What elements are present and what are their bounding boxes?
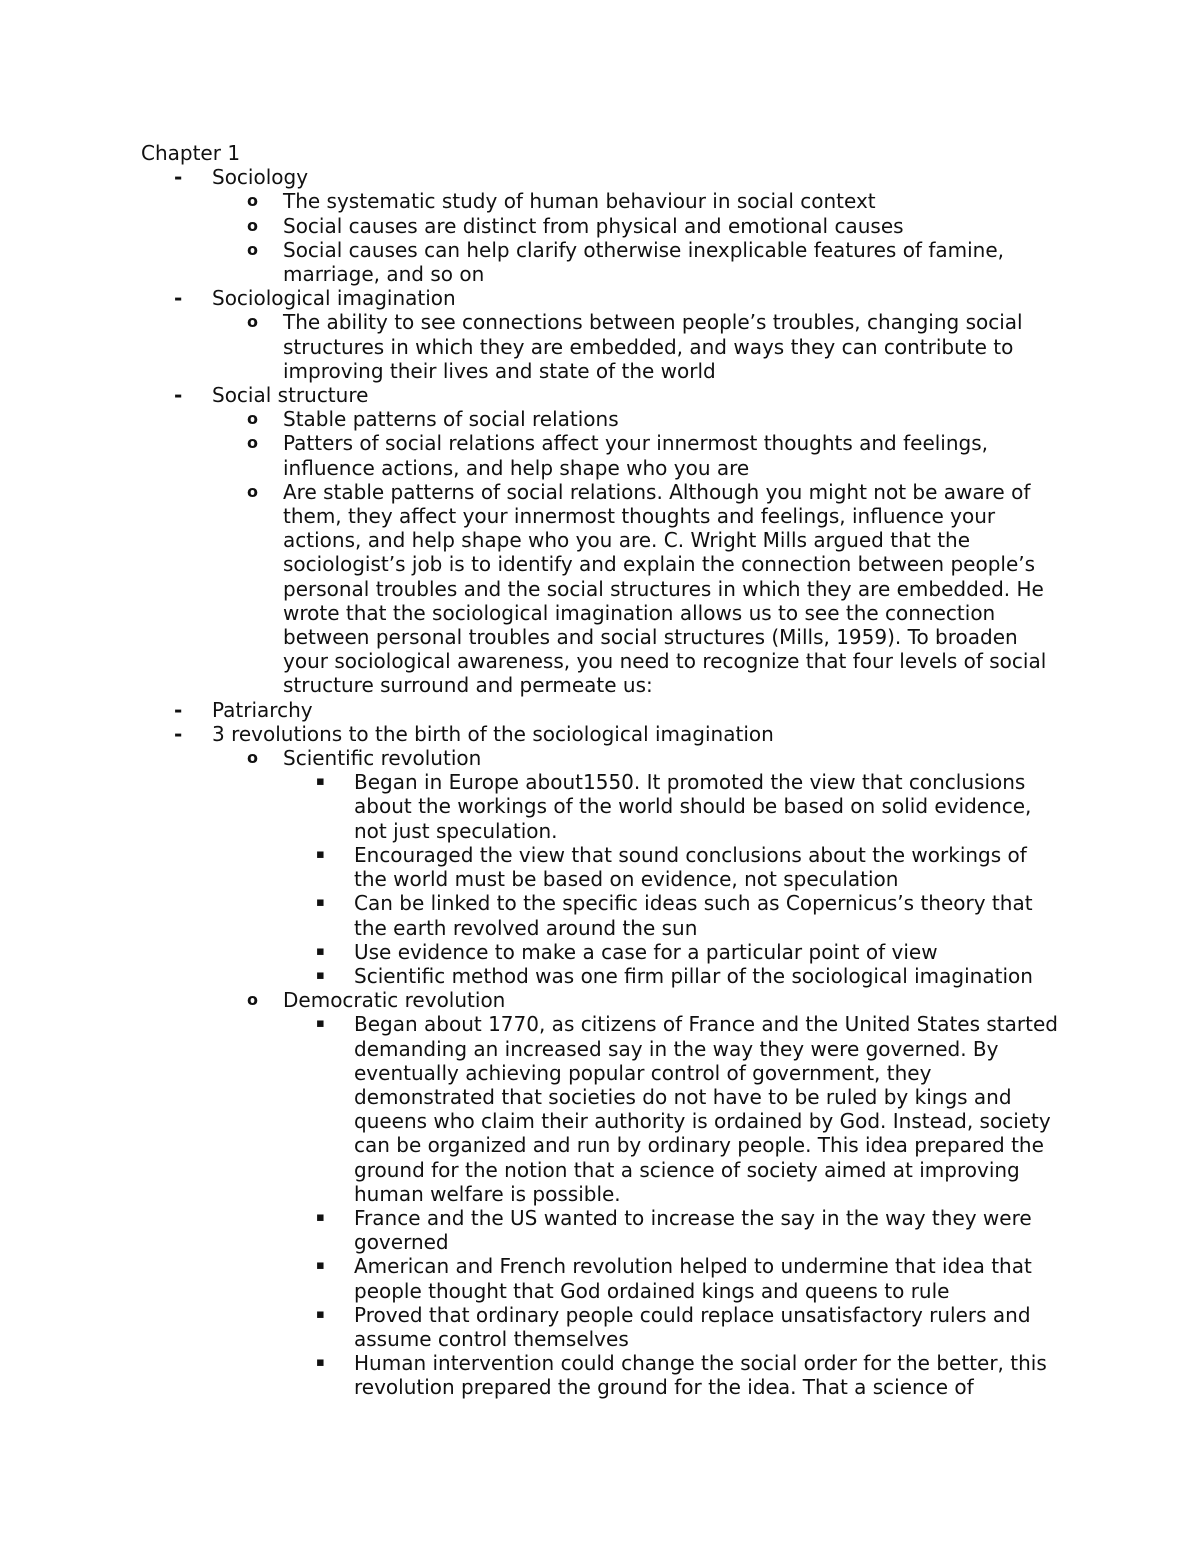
bullet-marker: ▪ [316, 1016, 325, 1032]
outline-item-level-2 [212, 746, 1062, 988]
bullet-marker: ▪ [316, 1355, 325, 1371]
outline-item-level-2 [212, 189, 1062, 213]
outline-item-text: Can be linked to the specific ideas such as Copernicus’s theory that the earth revolved around the sun [354, 891, 1033, 940]
bullet-marker: o [247, 312, 258, 332]
outline-item-text: 3 revolutions to the birth of the sociological imagination [212, 721, 774, 746]
outline-item-level-3 [283, 843, 1062, 891]
sub-list [141, 746, 1062, 1399]
outline-item-text: Social causes can help clarify otherwise inexplicable features of famine, marriage, and so on [283, 237, 1004, 287]
bullet-marker: ▪ [316, 967, 325, 983]
bullet-marker: o [247, 239, 258, 259]
bullet-marker: o [247, 748, 258, 768]
outline-item-text: The systematic study of human behaviour in social context [283, 189, 876, 214]
outline-item-text: Sociology [212, 165, 309, 190]
outline-item-level-1 [141, 722, 1062, 1400]
bullet-marker: o [247, 990, 258, 1010]
outline-item-level-2 [212, 214, 1062, 238]
outline-item-text: Are stable patterns of social relations. Although you might not be aware of them, they affect your innermost thoughts and feelings, influence your actions, and help shape who you are. C. Wright Mills argued that the sociologist’s job is to identify and explain the connection between people’s personal troubles and the social structures in which they are embedded. He wrote that the sociological imagination allows us to see the connection between personal troubles and social structures (Mills, 1959). To broaden your sociological awareness, you need to recognize that four levels of social structure surround and permeate us: [283, 479, 1047, 698]
outline-item-text: Social causes are distinct from physical and emotional causes [283, 213, 904, 238]
outline-item-level-1 [141, 383, 1062, 698]
outline-item-text: Encouraged the view that sound conclusions about the workings of the world must be based on evidence, not speculation [354, 842, 1027, 892]
outline-item-text: Sociological imagination [212, 286, 456, 311]
outline-item-text: Patters of social relations affect your innermost thoughts and feelings, influence actions, and help shape who you are [283, 431, 989, 480]
outline-item-level-3 [283, 940, 1062, 964]
outline-item-text: American and French revolution helped to undermine that idea that people thought that God ordained kings and queens to rule [354, 1254, 1032, 1303]
outline-item-text: Patriarchy [212, 697, 313, 722]
outline-item-text: Proved that ordinary people could replace unsatisfactory rulers and assume control themselves [354, 1302, 1031, 1351]
outline-item-level-2 [212, 238, 1062, 286]
sub-list [141, 189, 1062, 286]
outline-item-text: Human intervention could change the social order for the better, this revolution prepared the ground for the idea. That a science of [354, 1351, 1047, 1400]
outline-item-level-3 [283, 770, 1062, 843]
outline-item-text: France and the US wanted to increase the say in the way they were governed [354, 1205, 1032, 1255]
outline-item-level-3 [283, 1351, 1062, 1399]
outline-item-text: Use evidence to make a case for a particular point of view [354, 939, 938, 964]
outline-item-level-2 [212, 310, 1062, 383]
outline-item-level-3 [283, 1303, 1062, 1351]
bullet-marker: o [247, 215, 258, 235]
outline-item-text: Scientific method was one firm pillar of the sociological imagination [354, 963, 1033, 988]
outline-item-level-3 [283, 964, 1062, 988]
outline-item-text: Social structure [212, 383, 369, 408]
sub-list [141, 310, 1062, 383]
sub-list [212, 1012, 1062, 1399]
outline-item-level-3 [283, 1012, 1062, 1206]
outline-item-level-2 [212, 431, 1062, 479]
bullet-marker: - [174, 286, 183, 311]
bullet-marker: ▪ [316, 1209, 325, 1225]
bullet-marker: o [247, 481, 258, 501]
bullet-marker: ▪ [316, 895, 325, 911]
bullet-marker: - [174, 697, 183, 722]
bullet-marker: ▪ [316, 1258, 325, 1274]
outline-item-level-1 [141, 165, 1062, 286]
bullet-marker: ▪ [316, 943, 325, 959]
bullet-marker: o [247, 191, 258, 211]
outline-item-level-3 [283, 1254, 1062, 1302]
bullet-marker: - [174, 721, 183, 746]
sub-list [212, 770, 1062, 988]
outline-item-level-2 [212, 407, 1062, 431]
bullet-marker: o [247, 433, 258, 453]
outline-item-level-1 [141, 286, 1062, 383]
bullet-marker: o [247, 409, 258, 429]
sub-list [141, 407, 1062, 697]
bullet-marker: ▪ [316, 774, 325, 790]
outline-item-level-3 [283, 1206, 1062, 1254]
outline-item-text: Stable patterns of social relations [283, 407, 619, 432]
outline-item-level-3 [283, 891, 1062, 939]
outline-item-text: The ability to see connections between people’s troubles, changing social structures in which they are embedded, and ways they can contribute to improving their lives and state of the world [283, 310, 1023, 383]
bullet-marker: ▪ [316, 1306, 325, 1322]
outline-list [141, 165, 1062, 1399]
outline-item-text: Democratic revolution [283, 988, 506, 1013]
outline-item-level-2 [212, 480, 1062, 698]
outline-item-level-1 [141, 698, 1062, 722]
bullet-marker: - [174, 165, 183, 190]
outline-item-text: Scientific revolution [283, 746, 482, 771]
document-title: Chapter 1 [141, 141, 241, 165]
outline-item-text: Began in Europe about1550. It promoted the view that conclusions about the workings of the world should be based on solid evidence, not just speculation. [354, 770, 1032, 843]
bullet-marker: - [174, 383, 183, 408]
bullet-marker: ▪ [316, 846, 325, 862]
outline-item-level-2 [212, 988, 1062, 1399]
outline-item-text: Began about 1770, as citizens of France and the United States started demanding an increased say in the way they were governed. By eventually achieving popular control of government, they demonstrated that societies do not have to be ruled by kings and queens who claim their authority is ordained by God. Instead, society can be organized and run by ordinary people. This idea prepared the ground for the notion that a science of society aimed at improving human welfare is possible. [354, 1012, 1058, 1206]
